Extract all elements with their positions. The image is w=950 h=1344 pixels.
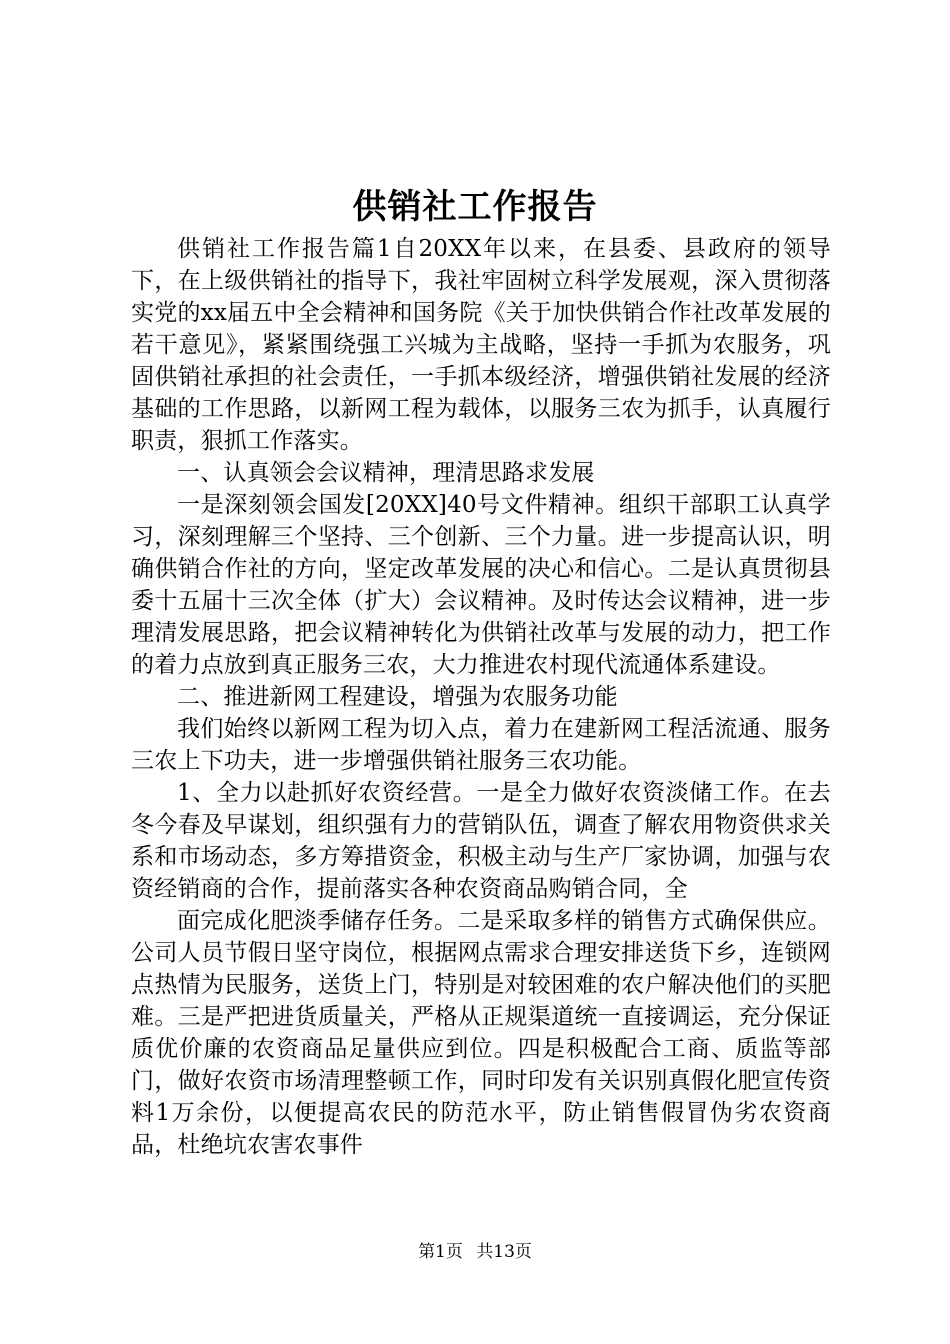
page-total: 共13页 xyxy=(476,1242,532,1262)
paragraph-section-2: 我们始终以新网工程为切入点，着力在建新网工程活流通、服务三农上下功夫，进一步增强供销社服务三农功能。 xyxy=(131,716,831,774)
section-heading-1: 一、认真领会会议精神，理清思路求发展 xyxy=(177,460,595,486)
paragraph-intro: 供销社工作报告篇1自20XX年以来，在县委、县政府的领导下，在上级供销社的指导下，我社牢固树立科学发展观，深入贯彻落实党的xx届五中全会精神和国务院《关于加快供销合作社改革发展的若干意见》，紧紧围绕强工兴城为主战略，坚持一手抓为农服务，巩固供销社承担的社会责任，一手抓本级经济，增强供销社发展的经济基础的工作思路，以新网工程为载体，以服务三农为抓手，认真履行职责，狠抓工作落实。 xyxy=(131,236,831,454)
page-number: 第1页 xyxy=(418,1242,463,1262)
page-title: 供销社工作报告 xyxy=(352,187,598,227)
section-heading-2: 二、推进新网工程建设，增强为农服务功能 xyxy=(177,684,618,710)
paragraph-continued: 面完成化肥淡季储存任务。二是采取多样的销售方式确保供应。公司人员节假日坚守岗位，根据网点需求合理安排送货下乡，连锁网点热情为民服务，送货上门，特别是对较困难的农户解决他们的买肥难。三是严把进货质量关，严格从正规渠道统一直接调运，充分保证质优价廉的农资商品足量供应到位。四是积极配合工商、质监等部门，做好农资市场清理整顿工作，同时印发有关识别真假化肥宣传资料1万余份，以便提高农民的防范水平，防止销售假冒伪劣农资商品，杜绝坑农害农事件 xyxy=(131,908,831,1158)
page-footer xyxy=(0,1240,950,1264)
document-body xyxy=(131,233,831,1161)
paragraph-section-1: 一是深刻领会国发[20XX]40号文件精神。组织干部职工认真学习，深刻理解三个坚持、三个创新、三个力量。进一步提高认识，明确供销合作社的方向，坚定改革发展的决心和信心。二是认真贯彻县委十五届十三次全体（扩大）会议精神。及时传达会议精神，进一步理清发展思路，把会议精神转化为供销社改革与发展的动力，把工作的着力点放到真正服务三农，大力推进农村现代流通体系建设。 xyxy=(131,492,831,678)
paragraph-item-1: 1、全力以赴抓好农资经营。一是全力做好农资淡储工作。在去冬今春及早谋划，组织强有力的营销队伍，调查了解农用物资供求关系和市场动态，多方筹措资金，积极主动与生产厂家协调，加强与农资经销商的合作，提前落实各种农资商品购销合同，全 xyxy=(131,780,831,902)
